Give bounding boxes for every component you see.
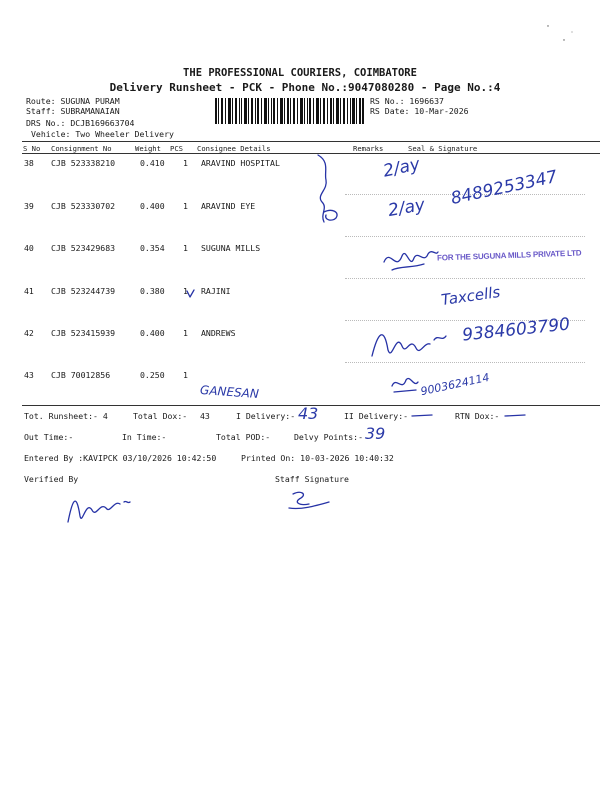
- header-top-rule: [22, 141, 600, 142]
- runsheet-subtitle: Delivery Runsheet - PCK - Phone No.:9047080280 - Page No.:4: [109, 81, 501, 94]
- row-weight: 0.354: [140, 243, 165, 253]
- row-pcs: 1: [183, 201, 188, 211]
- row-weight: 0.380: [140, 286, 165, 296]
- entered-by: Entered By :KAVIPCK 03/10/2026 10:42:50: [24, 453, 217, 463]
- staff-signature: [285, 486, 335, 516]
- row-consignee: ANDREWS: [201, 328, 236, 338]
- row-sno: 40: [24, 243, 34, 253]
- rs-number: RS No.: 1696637: [370, 96, 444, 106]
- rs-date: RS Date: 10-Mar-2026: [370, 106, 469, 116]
- row-consignee: ARAVIND EYE: [201, 201, 256, 211]
- rtn-dox-label: RTN Dox:-: [455, 411, 500, 421]
- ii-delivery-label: II Delivery:-: [344, 411, 409, 421]
- row-weight: 0.400: [140, 201, 165, 211]
- row-consignment: CJB 523330702: [51, 201, 116, 211]
- col-consignee: Consignee Details: [197, 144, 271, 153]
- row-pcs: 1: [183, 370, 188, 380]
- out-time-label: Out Time:-: [24, 432, 74, 442]
- total-dox-value: 43: [200, 411, 210, 421]
- company-stamp: FOR THE SUGUNA MILLS PRIVATE LTD: [436, 248, 582, 263]
- row-sno: 39: [24, 201, 34, 211]
- row-consignment: CJB 523338210: [51, 158, 116, 168]
- total-pod-label: Total POD:-: [216, 432, 271, 442]
- row-consignee: ARAVIND HOSPITAL: [201, 158, 280, 168]
- phone-row42: 9384603790: [461, 314, 571, 346]
- staff-label: Staff: SUBRAMANAIAN: [26, 106, 120, 116]
- row-separator: [345, 278, 585, 279]
- route-label: Route: SUGUNA PURAM: [26, 96, 120, 106]
- company-title: THE PROFESSIONAL COURIERS, COIMBATORE: [183, 67, 417, 79]
- row-pcs: 1: [183, 158, 188, 168]
- checkmark-row41: [186, 289, 196, 299]
- col-sno: S No: [23, 144, 41, 153]
- col-weight: Weight: [135, 144, 161, 153]
- vehicle-label: Vehicle: Two Wheeler Delivery: [31, 129, 174, 139]
- remark-row39: 2/ay: [386, 194, 427, 222]
- row-sno: 41: [24, 286, 34, 296]
- row-consignment: CJB 70012856: [51, 370, 111, 380]
- dash-mark: [503, 412, 527, 420]
- row-weight: 0.410: [140, 158, 165, 168]
- remark-row38: 2/ay: [381, 154, 422, 182]
- row-separator: [345, 236, 585, 237]
- row-weight: 0.250: [140, 370, 165, 380]
- col-remarks: Remarks: [353, 144, 384, 153]
- brace-mark: [310, 150, 350, 230]
- tot-runsheet: Tot. Runsheet:- 4: [24, 411, 108, 421]
- row-sno: 38: [24, 158, 34, 168]
- delvy-points-label: Delvy Points:-: [294, 432, 364, 442]
- phone-row39: 8489253347: [449, 166, 560, 210]
- scan-specks: [540, 20, 580, 50]
- signature-row40: [380, 242, 440, 276]
- col-pcs: PCS: [170, 144, 183, 153]
- total-dox-label: Total Dox:-: [133, 411, 188, 421]
- delvy-points-value: 39: [365, 424, 386, 443]
- printed-on: Printed On: 10-03-2026 10:40:32: [241, 453, 394, 463]
- row-consignee: RAJINI: [201, 286, 231, 296]
- verified-by-label: Verified By: [24, 474, 79, 484]
- col-consignment: Consignment No: [51, 144, 112, 153]
- row-sno: 43: [24, 370, 34, 380]
- row-consignee: SUGUNA MILLS: [201, 243, 261, 253]
- phone-row43: 9003624114: [419, 370, 491, 399]
- signature-row43: [388, 372, 422, 396]
- col-seal: Seal & Signature: [408, 144, 478, 153]
- row-sno: 42: [24, 328, 34, 338]
- staff-signature-label: Staff Signature: [275, 474, 349, 484]
- verifier-signature: [62, 486, 142, 528]
- i-delivery-value: 43: [298, 404, 319, 423]
- barcode: [215, 98, 365, 124]
- in-time-label: In Time:-: [122, 432, 167, 442]
- row-consignment: CJB 523429683: [51, 243, 116, 253]
- signature-row42: [368, 322, 463, 364]
- row-pcs: 1: [183, 243, 188, 253]
- row-consignment: CJB 523244739: [51, 286, 116, 296]
- dash-mark: [410, 412, 434, 420]
- row-weight: 0.400: [140, 328, 165, 338]
- row-pcs: 1: [183, 328, 188, 338]
- drs-number: DRS No.: DCJB169663704: [26, 118, 135, 128]
- note-row41: Taxcells: [440, 282, 502, 310]
- row-pcs: 1: [183, 286, 188, 296]
- note-ganesan: GANESAN: [199, 382, 260, 402]
- i-delivery-label: I Delivery:-: [236, 411, 296, 421]
- row-consignment: CJB 523415939: [51, 328, 116, 338]
